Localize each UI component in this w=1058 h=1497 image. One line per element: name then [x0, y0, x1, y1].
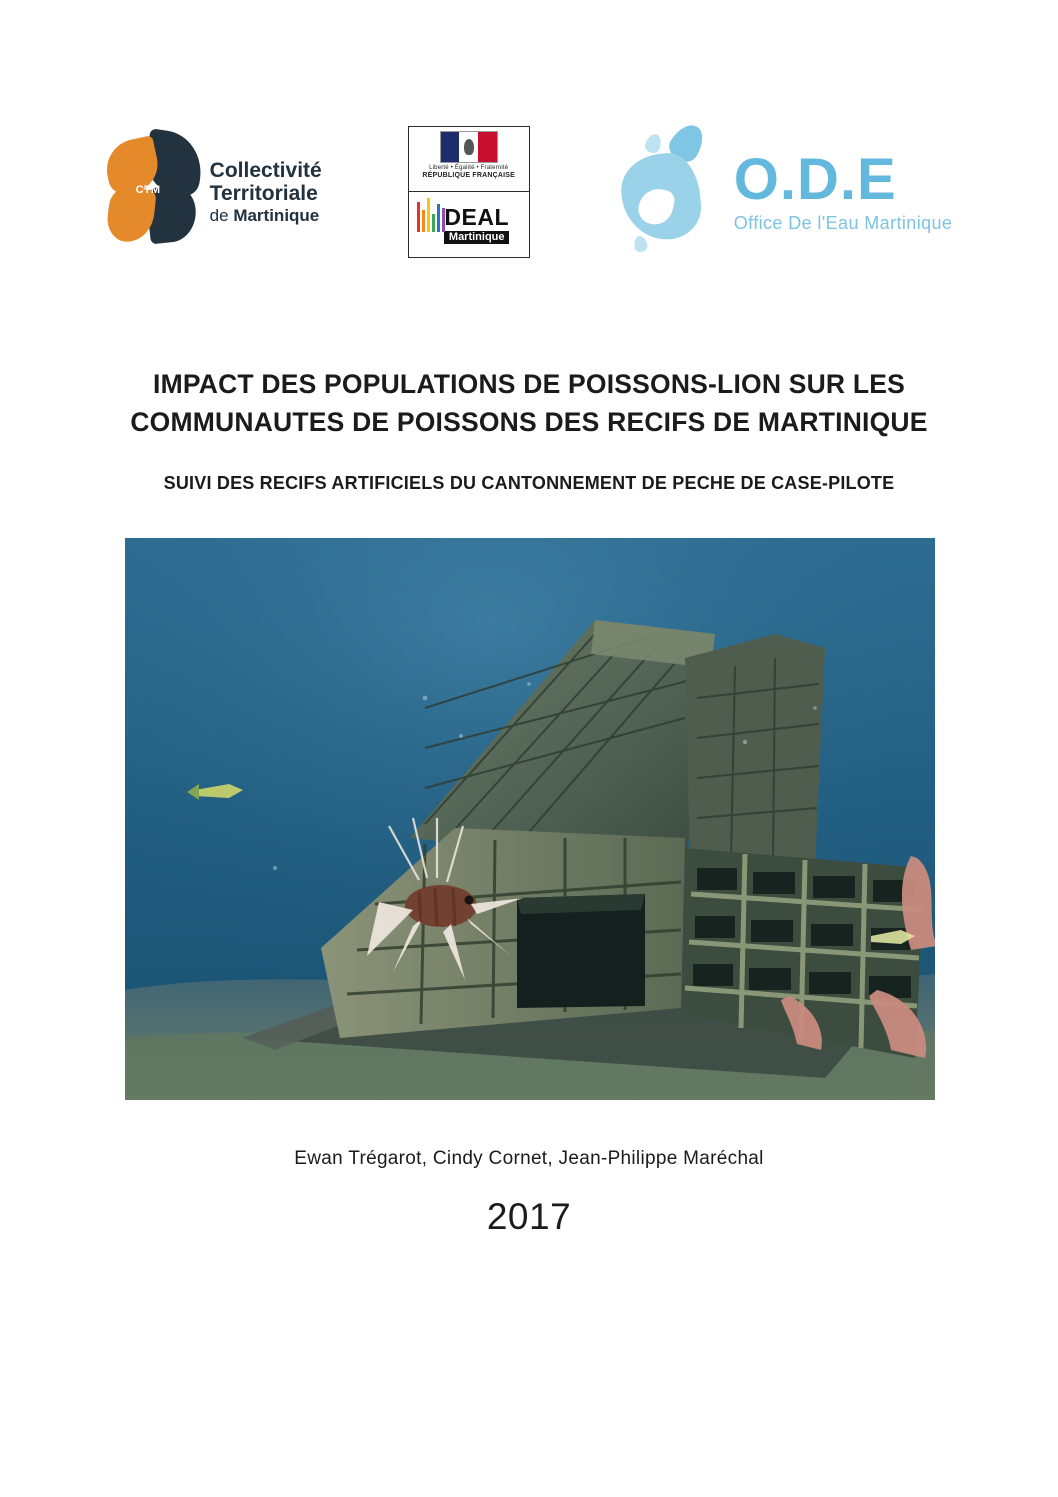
logo-office-de-leau-martinique [616, 122, 953, 262]
ctm-line-2: Territoriale [209, 182, 318, 206]
ctm-line-3-prefix: de [209, 206, 234, 225]
publication-year: 2017 [486, 1196, 572, 1237]
deal-region: Martinique [444, 231, 509, 244]
ctm-line-3 [210, 206, 322, 225]
marianne-flag-icon [440, 131, 498, 163]
deal-republic: RÉPUBLIQUE FRANÇAISE [422, 172, 516, 179]
ctm-mark-text: CTM [135, 184, 161, 196]
page-subtitle: SUIVI DES RECIFS ARTIFICIELS DU CANTONNEMENT DE PECHE DE CASE-PILOTE [163, 473, 895, 494]
logo-deal-martinique [408, 126, 530, 258]
water-drop-island-icon [616, 124, 724, 260]
ode-title: O.D.E [733, 146, 897, 212]
page-title-line-1: IMPACT DES POPULATIONS DE POISSONS-LION SUR LES [153, 369, 905, 399]
title-block [0, 366, 1058, 494]
underwater-artificial-reef-photo [125, 538, 935, 1100]
ctm-line-3-bold: Martinique [233, 206, 320, 225]
deal-colorbars-icon [417, 198, 445, 232]
ctm-line-1: Collectivité [209, 158, 322, 182]
page-title [99, 366, 959, 441]
deal-name: DEAL [444, 203, 510, 230]
ode-subtitle: Office De l'Eau Martinique [733, 212, 953, 233]
authors: Ewan Trégarot, Cindy Cornet, Jean-Philippe Maréchal [294, 1148, 764, 1169]
page-title-line-2: COMMUNAUTES DE POISSONS DES RECIFS DE MARTINIQUE [130, 406, 928, 437]
ctm-butterfly-icon [106, 132, 202, 252]
deal-devise: Liberté • Égalité • Fraternité [429, 165, 509, 171]
logo-collectivite-territoriale-martinique [106, 127, 322, 257]
logo-bar [0, 112, 1058, 272]
